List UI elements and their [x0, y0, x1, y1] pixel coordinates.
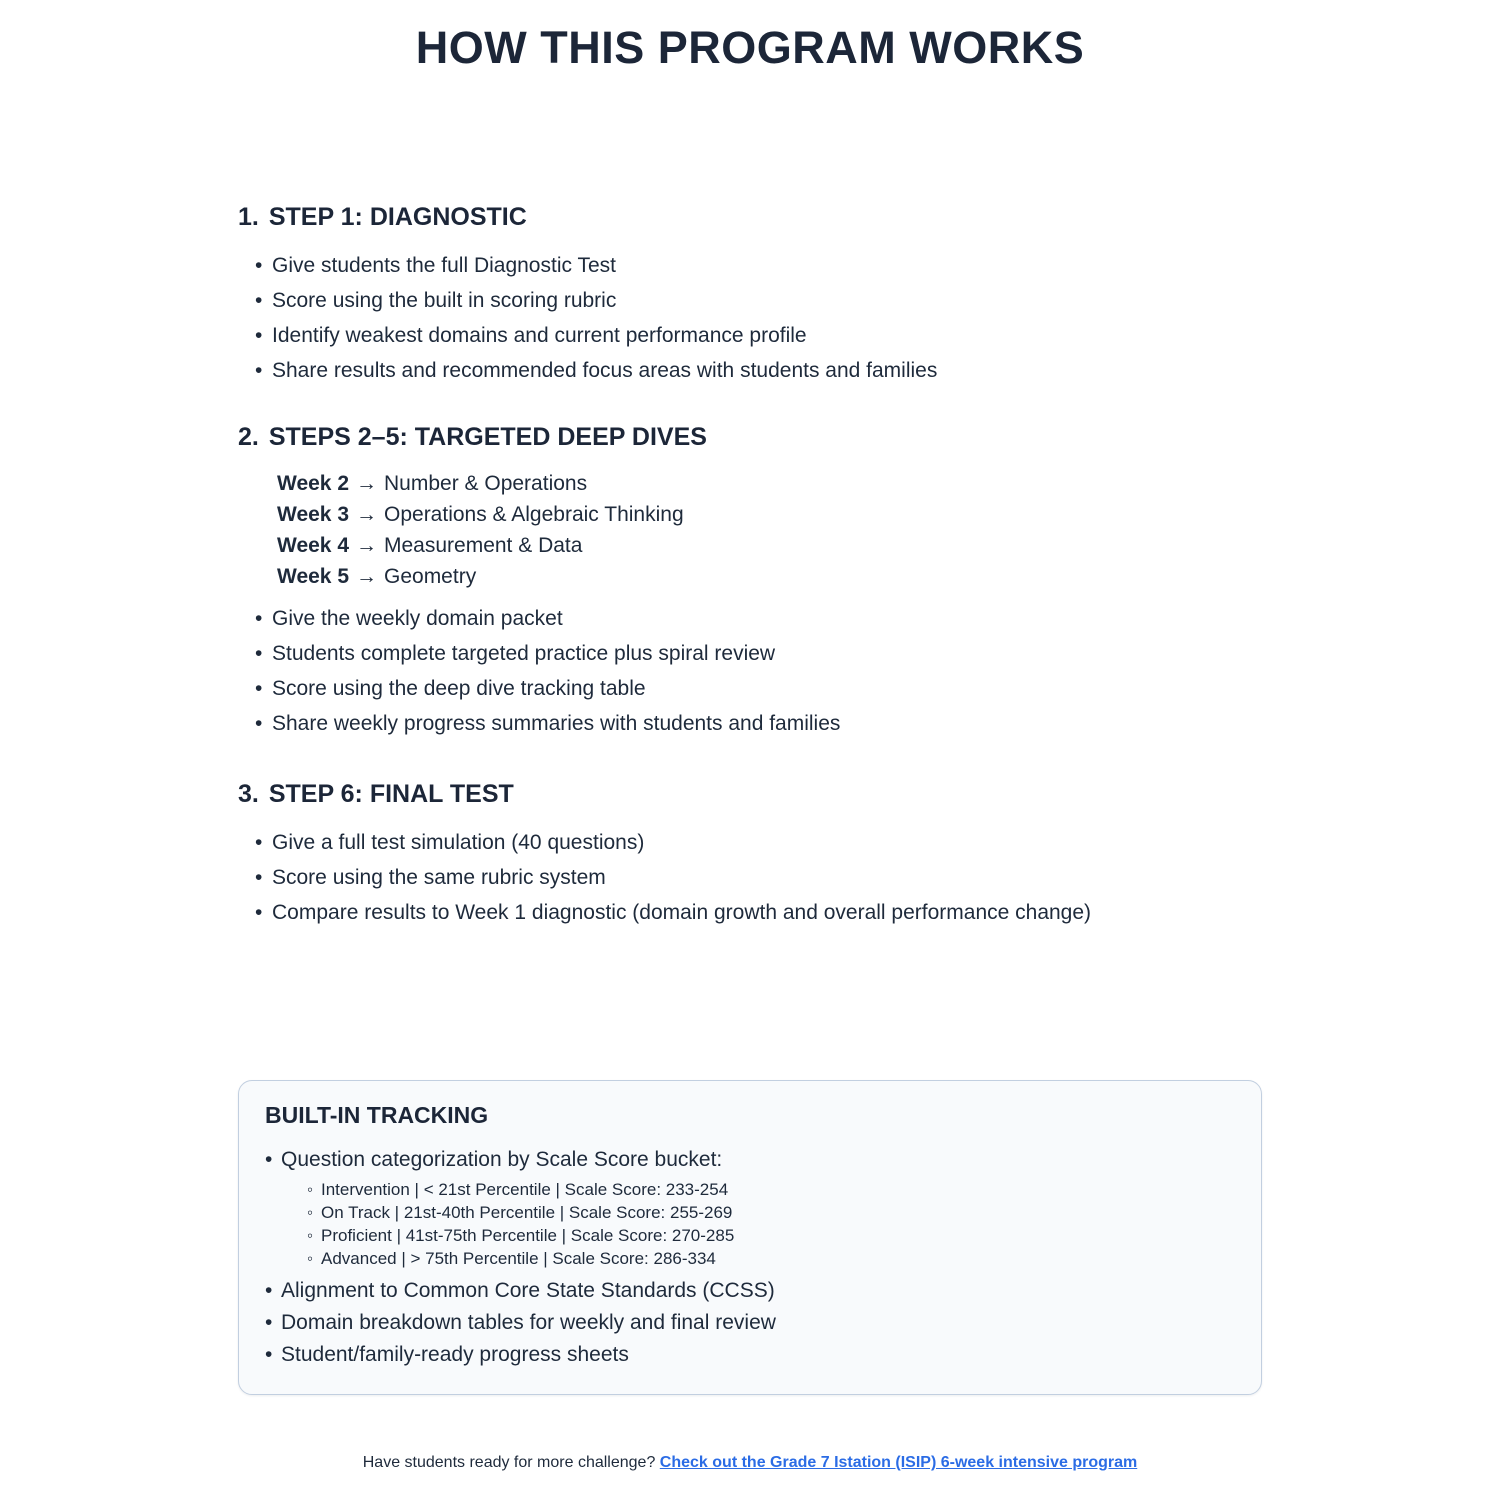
tracking-item — [265, 1145, 1235, 1270]
bullet-item: • Give a full test simulation (40 questions) — [255, 825, 1262, 860]
bullet-item: • Share results and recommended focus areas with students and families — [255, 353, 1262, 388]
bullet-list — [238, 601, 1262, 741]
section-steps-2-5-deep-dives — [238, 422, 1262, 741]
week-topic: Measurement & Data — [384, 534, 583, 557]
bullet-item: • Share weekly progress summaries with students and families — [255, 706, 1262, 741]
week-item — [277, 468, 1262, 499]
scale-score-bucket-item: ◦ Intervention | < 21st Percentile | Scale Score: 233-254 — [307, 1178, 1235, 1201]
bullet-item: • Score using the deep dive tracking table — [255, 671, 1262, 706]
bullet-item: • Score using the same rubric system — [255, 860, 1262, 895]
tracking-item-text: Alignment to Common Core State Standards (CCSS) — [281, 1279, 775, 1302]
bullet-item: • Identify weakest domains and current performance profile — [255, 318, 1262, 353]
week-label: Week 2 — [277, 472, 349, 495]
bullet-list — [238, 248, 1262, 388]
content-column — [238, 202, 1262, 1395]
arrow-right-icon: → — [356, 472, 377, 495]
tracking-item-text: Domain breakdown tables for weekly and final review — [281, 1311, 776, 1334]
scale-score-bucket-item: ◦ Proficient | 41st-75th Percentile | Scale Score: 270-285 — [307, 1224, 1235, 1247]
section-number: 2. — [238, 423, 259, 451]
tracking-item-text: Student/family-ready progress sheets — [281, 1343, 629, 1366]
tracking-panel-title: BUILT-IN TRACKING — [265, 1102, 489, 1128]
section-step-6-final-test — [238, 779, 1262, 930]
scale-score-bucket-list — [281, 1178, 1235, 1270]
arrow-right-icon: → — [356, 534, 377, 557]
section-heading-text: STEP 1: DIAGNOSTIC — [268, 203, 527, 231]
scale-score-bucket-item: ◦ Advanced | > 75th Percentile | Scale Score: 286-334 — [307, 1247, 1235, 1270]
section-heading — [238, 779, 1262, 809]
week-label: Week 4 — [277, 534, 349, 557]
section-heading-text: STEP 6: FINAL TEST — [268, 780, 514, 808]
footer-note — [0, 1453, 1500, 1473]
tracking-item — [265, 1276, 1235, 1306]
section-heading — [238, 422, 1262, 452]
week-label: Week 5 — [277, 565, 349, 588]
tracking-item — [265, 1340, 1235, 1370]
bullet-list — [238, 825, 1262, 930]
tracking-item-list — [265, 1145, 1235, 1370]
section-number: 1. — [238, 203, 259, 231]
week-topic: Geometry — [384, 565, 477, 588]
section-heading-text: STEPS 2–5: TARGETED DEEP DIVES — [268, 423, 707, 451]
bullet-item: • Give the weekly domain packet — [255, 601, 1262, 636]
bullet-item: • Give students the full Diagnostic Test — [255, 248, 1262, 283]
section-heading — [238, 202, 1262, 232]
week-label: Week 3 — [277, 503, 349, 526]
section-number: 3. — [238, 780, 259, 808]
week-item — [277, 561, 1262, 592]
built-in-tracking-panel — [238, 1080, 1262, 1395]
tracking-item — [265, 1308, 1235, 1338]
week-topic: Operations & Algebraic Thinking — [384, 503, 684, 526]
section-step-1-diagnostic — [238, 202, 1262, 388]
footer-link-grade7-program[interactable]: Check out the Grade 7 Istation (ISIP) 6-week intensive program — [659, 1454, 1138, 1471]
footer-prompt-text: Have students ready for more challenge? — [362, 1454, 656, 1471]
bullet-item: • Students complete targeted practice plus spiral review — [255, 636, 1262, 671]
bullet-item: • Score using the built in scoring rubric — [255, 283, 1262, 318]
week-schedule-list — [238, 468, 1262, 592]
page-title: HOW THIS PROGRAM WORKS — [415, 22, 1085, 73]
tracking-item-text: Question categorization by Scale Score bucket: — [281, 1148, 723, 1171]
week-topic: Number & Operations — [384, 472, 588, 495]
arrow-right-icon: → — [356, 503, 377, 526]
scale-score-bucket-item: ◦ On Track | 21st-40th Percentile | Scale Score: 255-269 — [307, 1201, 1235, 1224]
arrow-right-icon: → — [356, 565, 377, 588]
week-item — [277, 530, 1262, 561]
bullet-item: • Compare results to Week 1 diagnostic (domain growth and overall performance change) — [255, 895, 1262, 930]
program-overview-page — [0, 22, 1500, 1473]
week-item — [277, 499, 1262, 530]
